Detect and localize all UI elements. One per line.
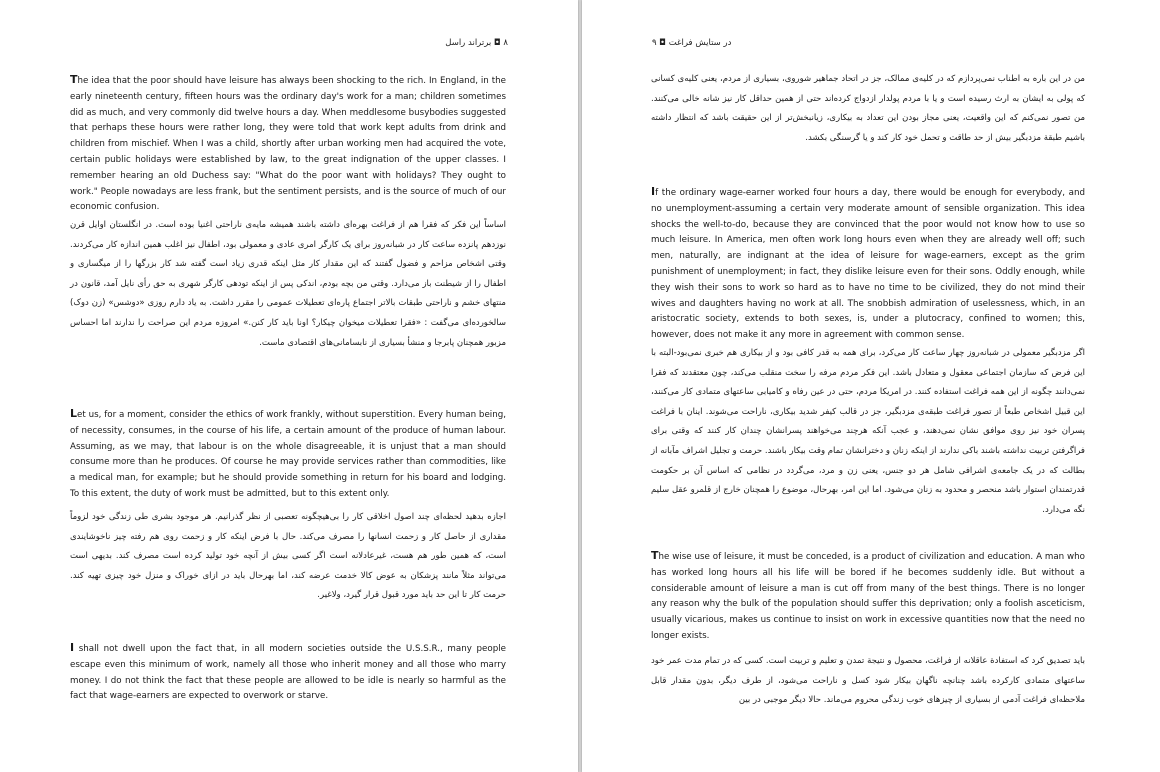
english-paragraph xyxy=(70,640,506,705)
drop-cap: T xyxy=(651,549,659,562)
paragraph-text: f the ordinary wage-earner worked four hours a day, there would be enough for everybody, and no unemployment-assuming a certain very moderate amount of sensible organization. This idea shocks the well-to-do, because they are convinced that the poor would not know how to use so much leisure. In America, men often work long hours even when they are already well off; such men, naturally, are indignant at the idea of leisure for wage-earners, except as the grim punishment of unemployment; in fact, they dislike leisure even for their sons. Oddly enough, while they wish their sons to work so hard as to have no time to be civilized, they do not mind their wives and daughters having no work at all. The snobbish admiration of uselessness, which, in an aristocratic society, extends to both sexes, is, under a plutocracy, confined to women; this, however, does not make it any more in agreement with common sense. xyxy=(651,188,1085,341)
persian-paragraph xyxy=(651,344,1085,520)
paragraph-text: et us, for a moment, consider the ethics of work frankly, without superstition. Every human being, of necessity, consumes, in the course of his life, a certain amount of the produce of human labour. Assuming, as we may, that labour is on the whole disagreeable, it is unjust that a man should consume more than he produces. Of course he may provide services rather than commodities, like a medical man, for example; but he should provide something in return for his board and lodging. To this extent, the duty of work must be admitted, but to this extent only. xyxy=(70,410,506,499)
left-page xyxy=(0,0,578,772)
persian-paragraph xyxy=(651,652,1085,711)
right-page xyxy=(582,0,1160,772)
persian-paragraph xyxy=(70,216,506,353)
persian-paragraph xyxy=(651,70,1085,148)
drop-cap: I xyxy=(70,641,75,654)
page-header: در ستایش فراغت ◘ ۹ xyxy=(652,38,732,48)
drop-cap: I xyxy=(651,185,656,198)
paragraph-text: اگر مزدبگیر معمولی در شبانه‌روز چهار ساعت کار می‌کرد، برای همه به قدر کافی بود و از بیکاری هم خبری نمی‌بود-البته با این فرض که سازمان اجتماعی معقول و متعادل باشد. این فکر مردم مرفه را سخت منقلب می‌کند، چون معتقدند که فقرا نمی‌دانند چگونه از این همه فراغت استفاده کنند. در امریکا مردم، حتی در عین رفاه و کامیابی ساعتهای متمادی کار می‌کنند، این قبیل اشخاص طبعاً از تصور فراغت طبقه‌ی مزدبگیر، جز در قالب کیفر شدید بیکاری، ناراحت می‌شوند. اینان با فراغت پسران خود نیز روی موافق نشان نمی‌دهند، و عجب آنکه هرچند می‌خواهند پسرانشان چندان کار کنند که وقتی برای فراگرفتن تربیت نداشته باشند باکی ندارند از اینکه زنان و دخترانشان تمام وقت بیکار باشند. حرمت و تجلیل اشراف مآبانه از بطالت که در یک جامعه‌ی اشرافی شامل هر دو جنس، یعنی زن و مرد، می‌گردد در نظامی که اساس آن بر حکومت قدرتمندان استوار باشد منحصر و محدود به زنان می‌شود. اما این امر، بهرحال، موضوع را همچنان خارج از قلمرو عقل سلیم نگه می‌دارد. xyxy=(651,348,1085,515)
paragraph-text: he wise use of leisure, it must be conceded, is a product of civilization and education. A man who has worked long hours all his life will be bored if he becomes suddenly idle. But without a considerable amount of leisure a man is cut off from many of the best things. There is no longer any reason why the bulk of the population should suffer this deprivation; only a foolish asceticism, usually vicarious, makes us continue to insist on work in excessive quantities now that the need no longer exists. xyxy=(651,552,1085,641)
paragraph-text: shall not dwell upon the fact that, in all modern societies outside the U.S.S.R., many people escape even this minimum of work, namely all those who inherit money and all those who marry money. I do not think the fact that these people are allowed to be idle is nearly so harmful as the fact that wage-earners are expected to overwork or starve. xyxy=(70,644,506,702)
page-header: ۸ ◘ برتراند راسل xyxy=(445,38,508,48)
drop-cap: L xyxy=(70,407,78,420)
paragraph-text: من در این باره به اطناب نمی‌پردازم که در کلیه‌ی ممالک، جز در اتحاد جماهیر شوروی، بسیاری از مردم، یعنی کلیه‌ی کسانی که پولی به ایشان به ارث رسیده است و یا با مردم پولدار ازدواج کرده‌اند حتی از همین حداقل کار نیز شانه خالی می‌کنند. من تصور نمی‌کنم که این واقعیت، یعنی مجاز بودن این تعداد به بیکاری، زیانبخش‌تر از این حقیقت باشد که انتظار داشته باشیم طبقة مزدبگیر بیش از حد طاقت و تحمل خود کار کند و یا گرسنگی بکشد. xyxy=(651,74,1085,143)
persian-paragraph xyxy=(70,508,506,606)
english-paragraph xyxy=(70,406,506,503)
paragraph-text: اجازه بدهید لحظه‌ای چند اصول اخلاقی کار را بی‌هیچگونه تعصبی از نظر گذرانیم. هر موجود بشری طی زندگی خود لزوماً مقداری از حاصل کار و زحمت انسانها را مصرف می‌کند. حال با فرض اینکه کار و زحمت روی هم رفته چیز ناخوشایندی است، که همین طور هم هست، غیرعادلانه است اگر کسی بیش از آنچه خود تولید کرده است مصرف کند. بدیهی است می‌تواند مثلاً مانند پزشکان به عوض کالا خدمت عرضه کند، اما بهرحال باید در ازای خوراک و منزل خود چیزی تهیه کند. حرمت کار تا این حد باید مورد قبول قرار گیرد، ولاغیر. xyxy=(70,512,506,601)
english-paragraph xyxy=(70,72,506,216)
paragraph-text: اساساً این فکر که فقرا هم از فراغت بهره‌ای داشته باشند همیشه مایه‌ی ناراحتی اغنیا بوده است. در انگلستان اوایل قرن نوزدهم پانزده ساعت کار در شبانه‌روز برای یک کارگر امری عادی و معمولی بود، اطفال نیز اغلب همین اندازه کار می‌کردند. وقتی اشخاص مزاحم و فضول گفتند که این مقدار کار مثل اینکه قدری زیاد است گفته شد کار بزرگها را از میگساری و اطفال را از شیطنت باز می‌دارد. وقتی من بچه بودم، اندکی پس از اینکه تودهی کارگر شهری به حق رأی نایل آمد، قانون در منتهای خشم و ناراحتی طبقات بالاتر اجتماع پاره‌ای تعطیلات عمومی را مقرر داشت. به یاد دارم روزی «دوشس» (زن دوک) سالخورده‌ای می‌گفت : «فقرا تعطیلات میخوان چیکار؟ اونا باید کار کنن.» امروزه مردم این صراحت را ندارند اما احساس مزبور همچنان پابرجا و منشأ بسیاری از نابسامانی‌های اقتصادی ماست. xyxy=(70,220,506,348)
english-paragraph xyxy=(651,548,1085,645)
english-paragraph xyxy=(651,184,1085,344)
drop-cap: T xyxy=(70,73,78,86)
paragraph-text: he idea that the poor should have leisure has always been shocking to the rich. In England, in the early nineteenth century, fifteen hours was the ordinary day's work for a man; children sometimes did as much, and very commonly did twelve hours a day. When meddlesome busybodies suggested that perhaps these hours were rather long, they were told that work kept adults from drink and children from mischief. When I was a child, shortly after urban working men had acquired the vote, certain public holidays were established by law, to the great indignation of the upper classes. I remember hearing an old Duchess say: "What do the poor want with holidays? They ought to work." People nowadays are less frank, but the sentiment persists, and is the source of much of our economic confusion. xyxy=(70,76,506,213)
paragraph-text: باید تصدیق کرد که استفادة عاقلانه از فراغت، محصول و نتیجة تمدن و تعلیم و تربیت است. کسی که در تمام مدت عمر خود ساعتهای متمادی کارکرده باشد چنانچه ناگهان بیکار شود کسل و ناراحت می‌شود، از طرف دیگر، بدون مقدار قابل ملاحظه‌ای فراغت آدمی از بسیاری از چیزهای خوب زندگی محروم می‌ماند. حالا دیگر موجبی در بین xyxy=(651,656,1085,706)
